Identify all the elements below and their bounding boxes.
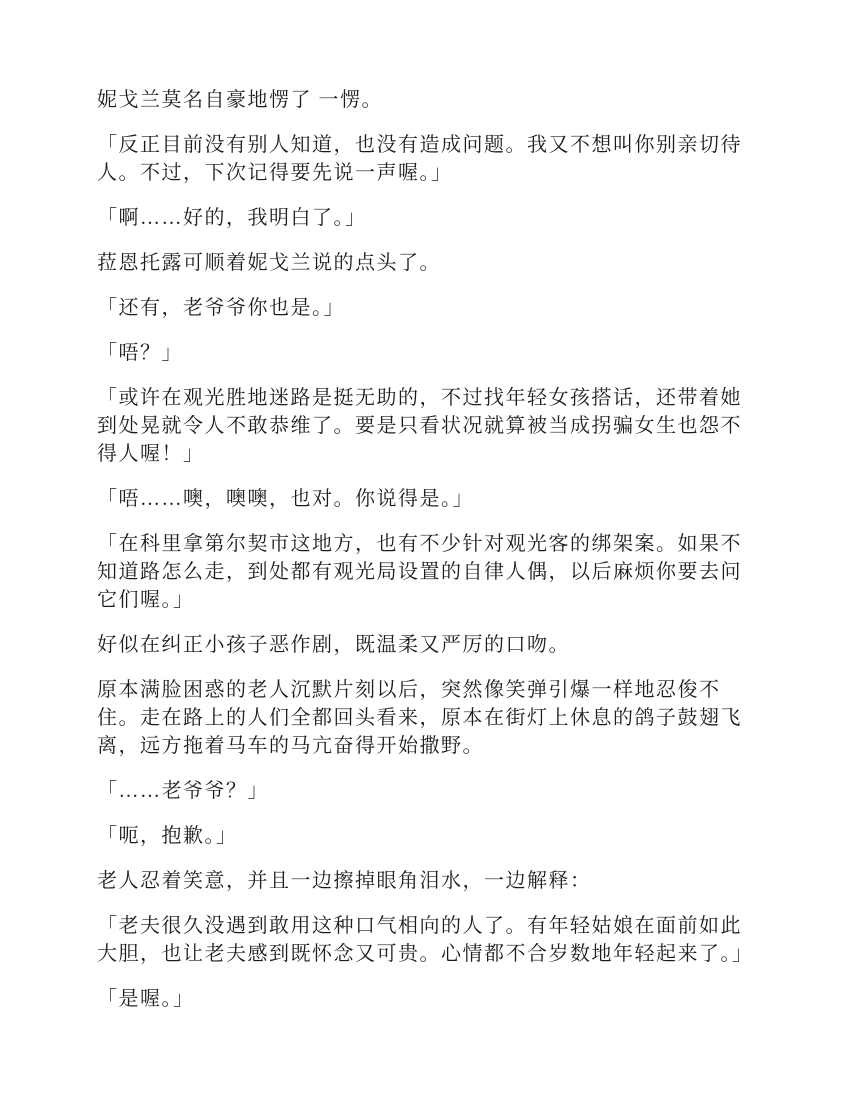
paragraph-dialogue: 「唔？」	[97, 342, 183, 364]
paragraph-dialogue: 「老夫很久没遇到敢用这种口气相向的人了。有年轻姑娘在面前如此大胆，也让老夫感到既怀念又可贵。心情都不合岁数地年轻起来了。」	[97, 915, 754, 965]
paragraph-dialogue: 「反正目前没有别人知道，也没有造成问题。我又不想叫你别亲切待人。不过，下次记得要先说一声喔。」	[97, 134, 742, 184]
paragraph-narration: 好似在纠正小孩子恶作剧，既温柔又严厉的口吻。	[97, 634, 570, 656]
paragraph-dialogue: 「在科里拿第尔契市这地方，也有不少针对观光客的绑架案。如果不知道路怎么走，到处都有观光局设置的自律人偶，以后麻烦你要去问它们喔。」	[97, 533, 742, 611]
paragraph-narration: 原本满脸困惑的老人沉默片刻以后，突然像笑弹引爆一样地忍俊不住。走在路上的人们全都回头看来，原本在街灯上休息的鸽子鼓翅飞离，远方拖着马车的马亢奋得开始撒野。	[97, 679, 742, 757]
novel-text-block	[97, 86, 759, 1030]
paragraph-narration: 老人忍着笑意，并且一边擦掉眼角泪水，一边解释：	[97, 870, 592, 892]
paragraph-dialogue: 「是喔。」	[97, 988, 195, 1010]
paragraph-dialogue: 「……老爷爷？」	[97, 780, 269, 802]
paragraph-dialogue: 「呃，抱歉。」	[97, 825, 238, 847]
paragraph-narration: 菈恩托露可顺着妮戈兰说的点头了。	[97, 252, 441, 274]
paragraph-dialogue: 「啊……好的，我明白了。」	[97, 207, 367, 229]
paragraph-dialogue: 「还有，老爷爷你也是。」	[97, 297, 345, 319]
paragraph-narration: 妮戈兰莫名自豪地愣了 一愣。	[97, 89, 383, 111]
paragraph-dialogue: 「或许在观光胜地迷路是挺无助的，不过找年轻女孩搭话，还带着她到处晃就令人不敢恭维了。要是只看状况就算被当成拐骗女生也怨不得人喔！」	[97, 387, 742, 465]
paragraph-dialogue: 「唔……噢，噢噢，也对。你说得是。」	[97, 488, 474, 510]
